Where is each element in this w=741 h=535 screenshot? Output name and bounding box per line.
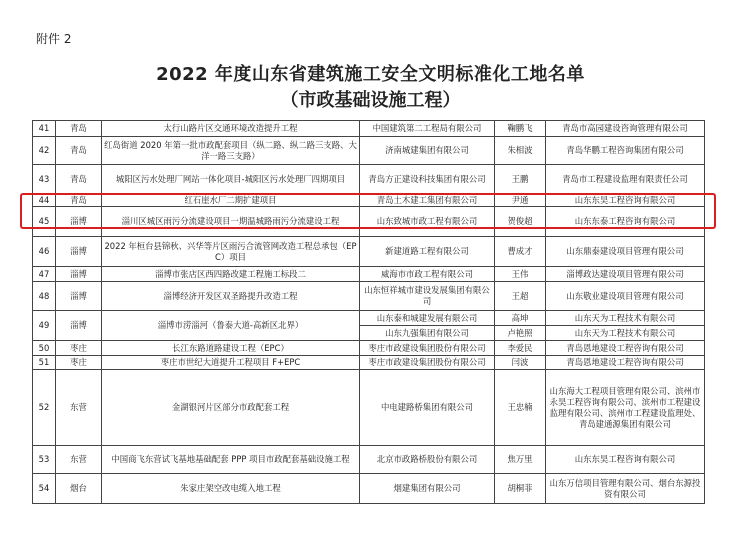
row-number: 47 (33, 267, 56, 282)
city-cell: 东营 (56, 370, 102, 446)
row-number: 45 (33, 207, 56, 237)
row-number: 49 (33, 311, 56, 341)
manager-cell: 贺俊超 (495, 207, 546, 237)
city-cell: 烟台 (56, 474, 102, 504)
row-number: 43 (33, 165, 56, 195)
manager-cell: 王伟 (495, 267, 546, 282)
row-number: 44 (33, 195, 56, 207)
manager-cell: 朱相波 (495, 137, 546, 165)
row-number: 50 (33, 341, 56, 356)
supervisor-cell: 山东东昊工程咨询有限公司 (546, 195, 705, 207)
manager-cell: 焦万里 (495, 446, 546, 474)
contractor-cell: 新建道路工程有限公司 (360, 237, 495, 267)
table-row (33, 237, 705, 267)
project-cell: 红岛街道 2020 年第一批市政配套项目（纵二路、纵二路三支路、大洋一路三支路） (102, 137, 360, 165)
table-row (33, 121, 705, 137)
project-cell: 太行山路片区交通环境改造提升工程 (102, 121, 360, 137)
page-title: 2022 年度山东省建筑施工安全文明标准化工地名单 (156, 64, 585, 85)
table-row (33, 282, 705, 311)
contractor-cell: 济南城建集团有限公司 (360, 137, 495, 165)
manager-cell: 王鹏 (495, 165, 546, 195)
city-cell: 青岛 (56, 195, 102, 207)
city-cell: 淄博 (56, 207, 102, 237)
supervisor-cell: 山东天为工程技术有限公司 (546, 326, 705, 341)
city-cell: 青岛 (56, 137, 102, 165)
city-cell: 枣庄 (56, 341, 102, 356)
city-cell: 青岛 (56, 121, 102, 137)
manager-cell: 曹成才 (495, 237, 546, 267)
contractor-cell: 枣庄市政建设集团股份有限公司 (360, 341, 495, 356)
row-number: 41 (33, 121, 56, 137)
project-cell: 城阳区污水处理厂网站一体化项目-城阳区污水处理厂四期项目 (102, 165, 360, 195)
project-cell: 朱家庄架空改电缆入地工程 (102, 474, 360, 504)
manager-cell: 高坤 (495, 311, 546, 326)
contractor-cell: 枣庄市政建设集团股份有限公司 (360, 356, 495, 370)
contractor-cell: 北京市政路桥股份有限公司 (360, 446, 495, 474)
table-row (33, 474, 705, 504)
supervisor-cell: 山东东昊工程咨询有限公司 (546, 446, 705, 474)
contractor-cell: 山东致城市政工程有限公司 (360, 207, 495, 237)
row-number: 54 (33, 474, 56, 504)
row-number: 46 (33, 237, 56, 267)
table-row (33, 446, 705, 474)
project-cell: 长江东路道路建设工程（EPC） (102, 341, 360, 356)
row-number: 53 (33, 446, 56, 474)
project-cell: 淄博市涝淄河（鲁泰大道-高新区北界） (102, 311, 360, 341)
table-row-highlighted (33, 165, 705, 195)
supervisor-cell: 山东鼎泰建设项目管理有限公司 (546, 237, 705, 267)
page-subtitle: （市政基础设施工程） (280, 90, 461, 111)
supervisor-cell: 青岛市高园建设咨询管理有限公司 (546, 121, 705, 137)
city-cell: 东营 (56, 446, 102, 474)
manager-cell: 鞠鹏飞 (495, 121, 546, 137)
row-number: 42 (33, 137, 56, 165)
supervisor-cell: 山东天为工程技术有限公司 (546, 311, 705, 326)
contractor-cell: 山东泰和城建发展有限公司 (360, 311, 495, 326)
table-row (33, 195, 705, 207)
supervisor-cell: 青岛市工程建设监理有限责任公司 (546, 165, 705, 195)
table-row (33, 356, 705, 370)
supervisor-cell: 淄博政达建设项目管理有限公司 (546, 267, 705, 282)
manager-cell: 闫波 (495, 356, 546, 370)
project-cell: 中国商飞东营试飞基地基础配套 PPP 项目市政配套基础设施工程 (102, 446, 360, 474)
table-row (33, 267, 705, 282)
contractor-cell: 青岛方正建设科技集团有限公司 (360, 165, 495, 195)
manager-cell: 胡桐菲 (495, 474, 546, 504)
row-number: 48 (33, 282, 56, 311)
manager-cell: 尹通 (495, 195, 546, 207)
project-cell: 2022 年桓台县锦秋、兴华等片区雨污合流管网改造工程总承包（EPC）项目 (102, 237, 360, 267)
contractor-cell: 青岛土木建工集团有限公司 (360, 195, 495, 207)
project-cell: 淄博市张店区西四路改建工程施工标段二 (102, 267, 360, 282)
row-number: 52 (33, 370, 56, 446)
city-cell: 淄博 (56, 282, 102, 311)
manager-cell: 王忠楠 (495, 370, 546, 446)
contractor-cell: 威海市市政工程有限公司 (360, 267, 495, 282)
project-cell: 枣庄市世纪大道提升工程项目 F+EPC (102, 356, 360, 370)
table-row (33, 311, 705, 326)
city-cell: 青岛 (56, 165, 102, 195)
manager-cell: 王超 (495, 282, 546, 311)
contractor-cell: 中国建筑第二工程局有限公司 (360, 121, 495, 137)
contractor-cell: 山东恒祥城市建设发展集团有限公司 (360, 282, 495, 311)
row-number: 51 (33, 356, 56, 370)
table-row (33, 207, 705, 237)
supervisor-cell: 山东东泰工程咨询有限公司 (546, 207, 705, 237)
manager-cell: 卢艳照 (495, 326, 546, 341)
attachment-label: 附件 2 (36, 32, 72, 46)
city-cell: 枣庄 (56, 356, 102, 370)
project-cell: 淄博经济开发区双圣路提升改造工程 (102, 282, 360, 311)
table-row (33, 341, 705, 356)
project-cell: 金湖银河片区部分市政配套工程 (102, 370, 360, 446)
supervisor-cell: 青岛华鹏工程咨询集团有限公司 (546, 137, 705, 165)
city-cell: 淄博 (56, 311, 102, 341)
site-list-table (32, 120, 705, 504)
table-row (33, 137, 705, 165)
supervisor-cell: 山东万信项目管理有限公司、烟台东源投资有限公司 (546, 474, 705, 504)
city-cell: 淄博 (56, 237, 102, 267)
supervisor-cell: 山东海大工程项目管理有限公司、滨州市永昊工程咨询有限公司、滨州市工程建设监理有限公司、滨州市工程建设监理处、青岛建通源集团有限公司 (546, 370, 705, 446)
supervisor-cell: 青岛恩地建设工程咨询有限公司 (546, 341, 705, 356)
supervisor-cell: 青岛恩地建设工程咨询有限公司 (546, 356, 705, 370)
table-row (33, 370, 705, 446)
supervisor-cell: 山东敬业建设项目管理有限公司 (546, 282, 705, 311)
contractor-cell: 烟建集团有限公司 (360, 474, 495, 504)
project-cell: 红石崖水厂二期扩建项目 (102, 195, 360, 207)
contractor-cell: 中电建路桥集团有限公司 (360, 370, 495, 446)
contractor-cell: 山东九强集团有限公司 (360, 326, 495, 341)
city-cell: 淄博 (56, 267, 102, 282)
manager-cell: 李爱民 (495, 341, 546, 356)
project-cell: 淄川区城区雨污分流建设项目一期温城路雨污分流建设工程 (102, 207, 360, 237)
